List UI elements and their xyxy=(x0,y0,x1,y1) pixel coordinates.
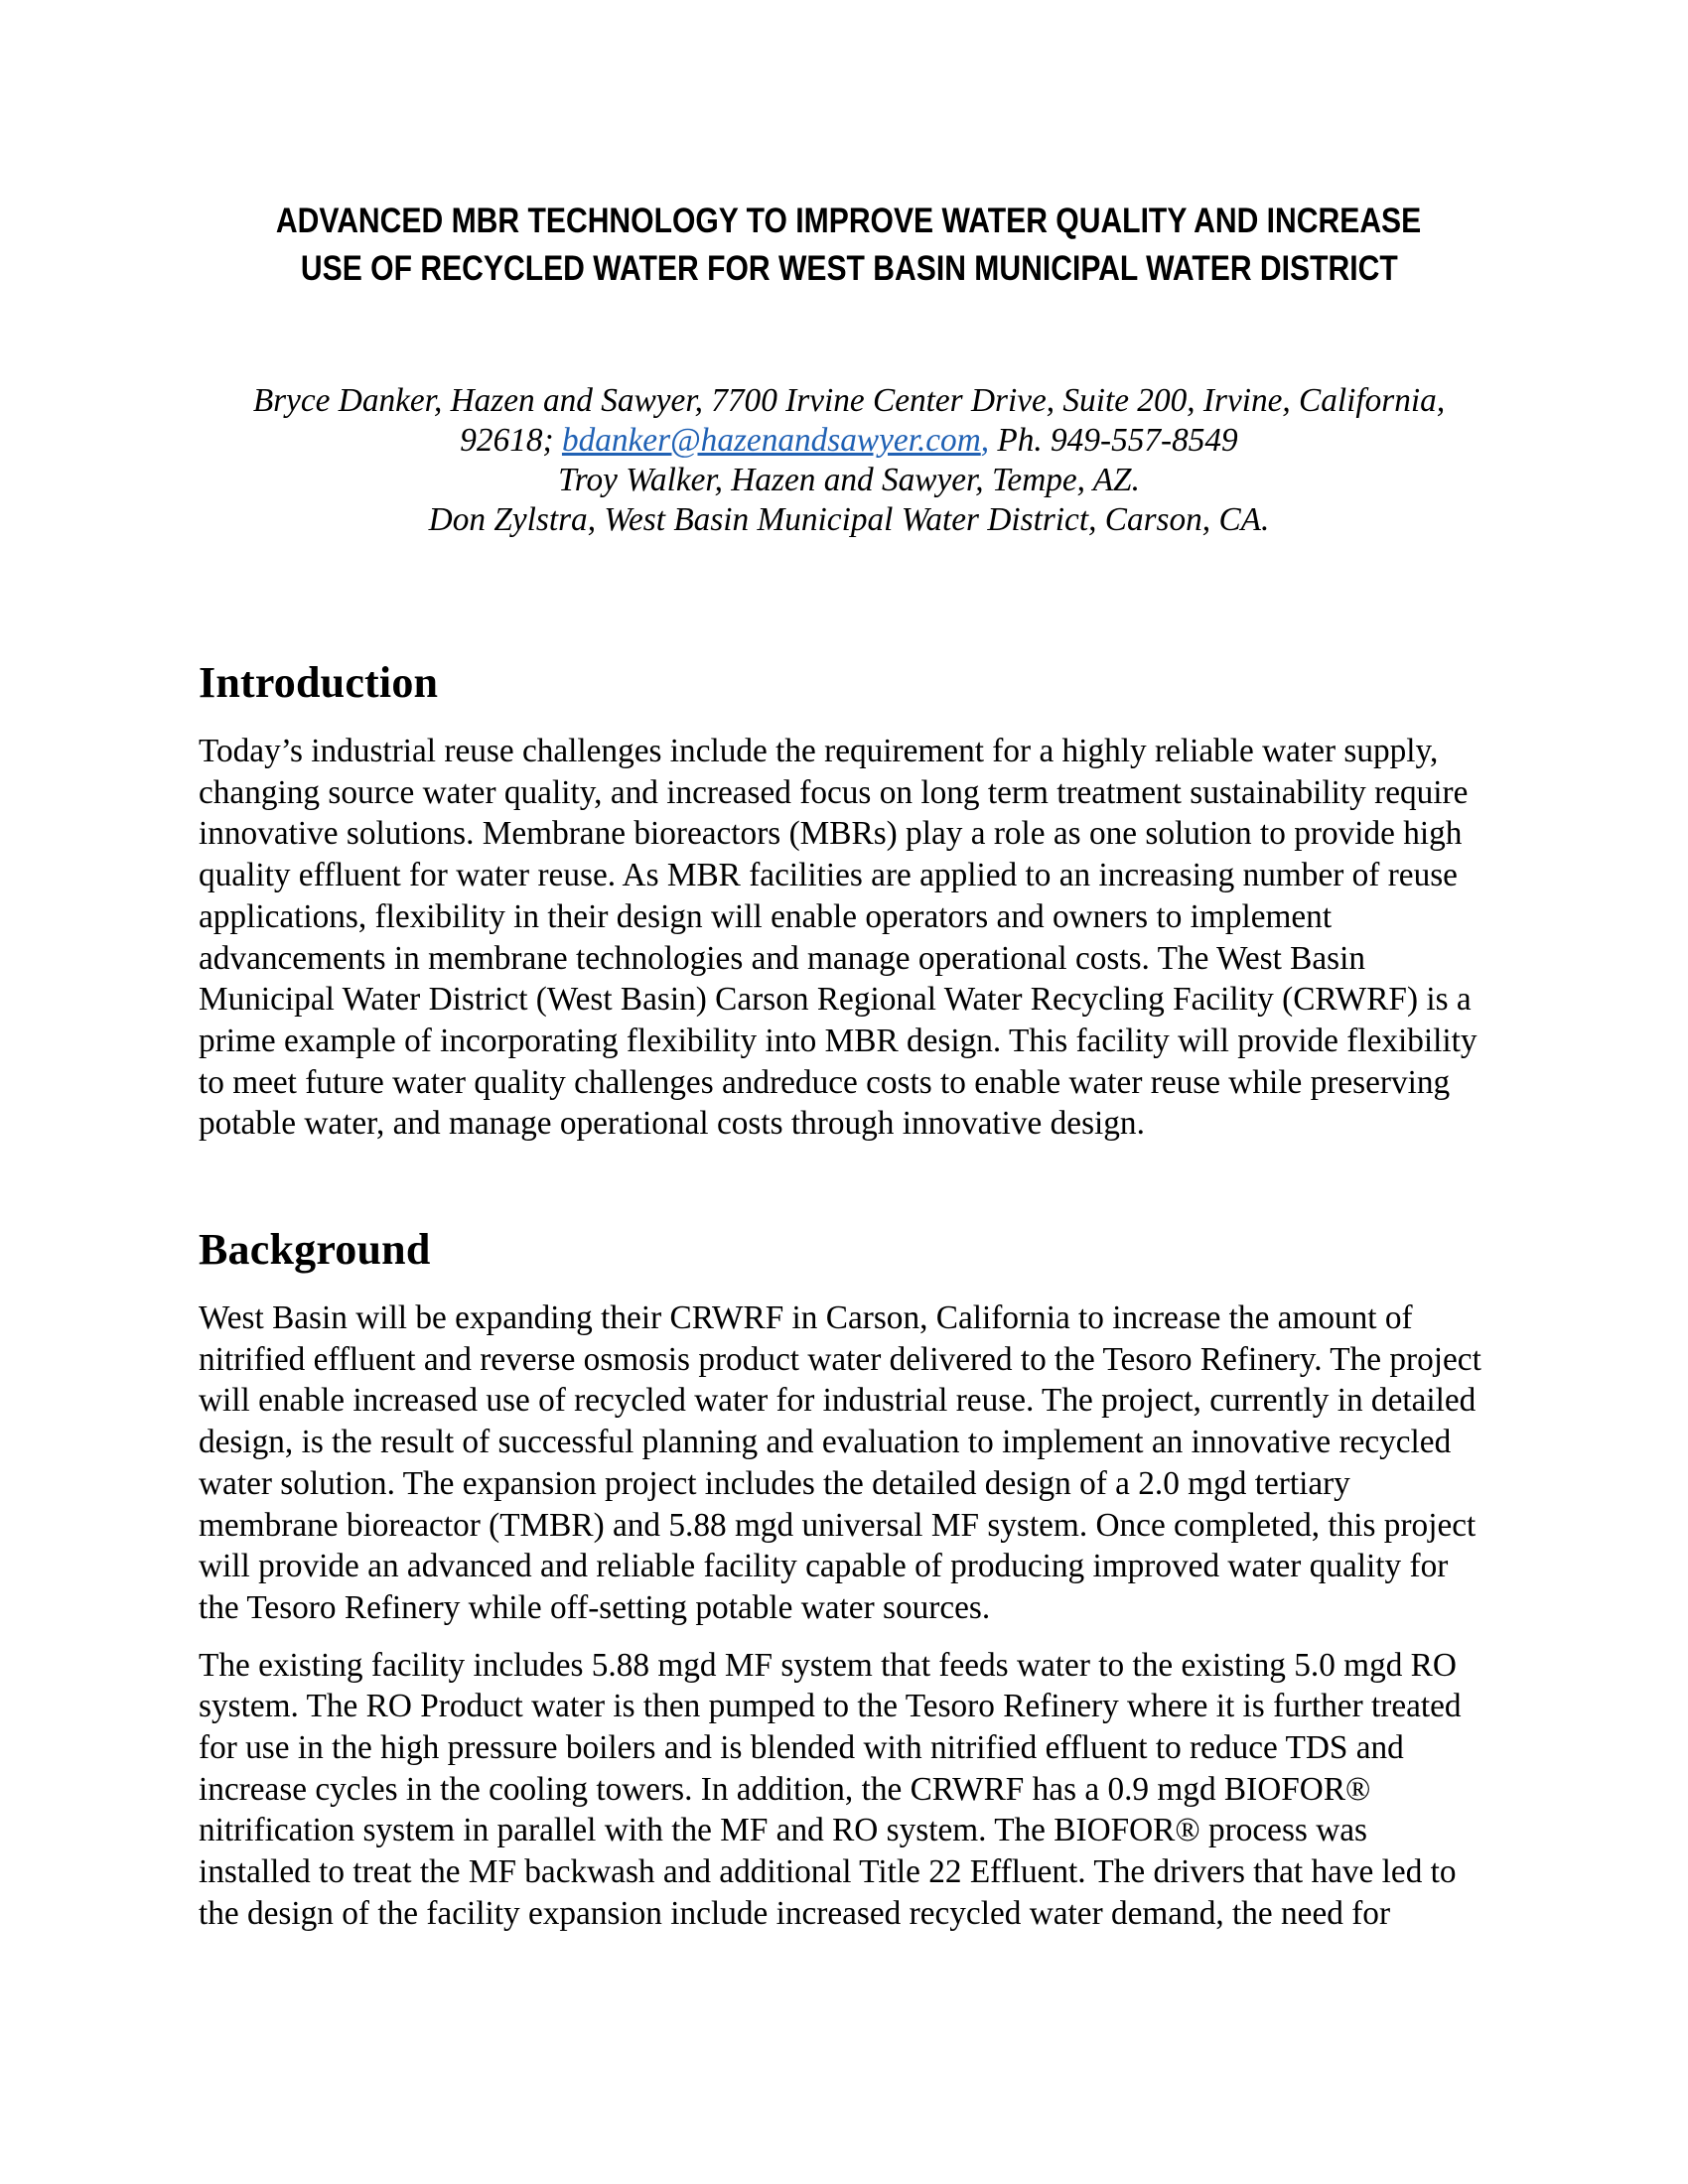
text-line: the Tesoro Refinery while off-setting potable water sources. xyxy=(199,1588,991,1626)
author-line-3: Troy Walker, Hazen and Sawyer, Tempe, AZ. xyxy=(558,462,1140,498)
introduction-paragraph xyxy=(199,731,1499,1145)
author-line-4: Don Zylstra, West Basin Municipal Water District, Carson, CA. xyxy=(428,501,1270,538)
author-line-2 xyxy=(199,421,1499,461)
text-line: will enable increased use of recycled water for industrial reuse. The project, currently in detailed xyxy=(199,1382,1477,1420)
text-line: membrane bioreactor (TMBR) and 5.88 mgd universal MF system. Once completed, this project xyxy=(199,1506,1477,1544)
document-title xyxy=(199,198,1499,293)
background-paragraph-2 xyxy=(199,1645,1499,1935)
text-line: West Basin will be expanding their CRWRF in Carson, California to increase the amount of xyxy=(199,1299,1413,1337)
title-line-2-wrap xyxy=(199,245,1499,293)
author-line-1: Bryce Danker, Hazen and Sawyer, 7700 Irvine Center Drive, Suite 200, Irvine, California, xyxy=(252,382,1446,419)
text-line: advancements in membrane technologies and manage operational costs. The West Basin xyxy=(199,939,1365,977)
text-line: to meet future water quality challenges andreduce costs to enable water reuse while preserving xyxy=(199,1063,1451,1101)
background-paragraph-1 xyxy=(199,1297,1499,1629)
text-line: innovative solutions. Membrane bioreactors (MBRs) play a role as one solution to provide high xyxy=(199,815,1463,853)
text-line: for use in the high pressure boilers and is blended with nitrified effluent to reduce TDS and xyxy=(199,1729,1404,1767)
text-line: changing source water quality, and increased focus on long term treatment sustainability require xyxy=(199,773,1469,811)
text-line: prime example of incorporating flexibility into MBR design. This facility will provide flexibility xyxy=(199,1022,1477,1059)
text-line: Municipal Water District (West Basin) Carson Regional Water Recycling Facility (CRWRF) is a xyxy=(199,981,1472,1019)
text-line: applications, flexibility in their design will enable operators and owners to implement xyxy=(199,897,1333,935)
section-heading-background: Background xyxy=(199,1225,431,1275)
text-line: The existing facility includes 5.88 mgd MF system that feeds water to the existing 5.0 mgd RO xyxy=(199,1646,1457,1684)
title-line-1-wrap xyxy=(199,198,1499,245)
text-line: increase cycles in the cooling towers. In addition, the CRWRF has a 0.9 mgd BIOFOR® xyxy=(199,1770,1371,1808)
text-line: installed to treat the MF backwash and additional Title 22 Effluent. The drivers that have led to xyxy=(199,1853,1457,1891)
text-line: will provide an advanced and reliable facility capable of producing improved water quality for xyxy=(199,1548,1449,1585)
title-line-1: ADVANCED MBR TECHNOLOGY TO IMPROVE WATER QUALITY AND INCREASE xyxy=(276,202,1422,240)
text-line: the design of the facility expansion include increased recycled water demand, the need for xyxy=(199,1894,1391,1932)
text-line: system. The RO Product water is then pumped to the Tesoro Refinery where it is further treated xyxy=(199,1688,1462,1725)
text-line: design, is the result of successful planning and evaluation to implement an innovative recycled xyxy=(199,1424,1452,1461)
text-line: Today’s industrial reuse challenges include the requirement for a highly reliable water supply, xyxy=(199,733,1439,769)
text-line: potable water, and manage operational costs through innovative design. xyxy=(199,1105,1145,1143)
text-line: water solution. The expansion project includes the detailed design of a 2.0 mgd tertiary xyxy=(199,1464,1350,1502)
text-line: nitrified effluent and reverse osmosis product water delivered to the Tesoro Refinery. The project xyxy=(199,1340,1481,1378)
email-link-trailing-comma: , xyxy=(980,422,990,459)
email-link[interactable]: bdanker@hazenandsawyer.com xyxy=(561,422,981,459)
author-line-2-phone: Ph. 949-557-8549 xyxy=(989,422,1238,459)
text-line: quality effluent for water reuse. As MBR facilities are applied to an increasing number of reuse xyxy=(199,857,1458,894)
text-line: nitrification system in parallel with the MF and RO system. The BIOFOR® process was xyxy=(199,1812,1367,1849)
author-block xyxy=(199,381,1499,540)
section-heading-introduction: Introduction xyxy=(199,658,439,707)
author-line-2-address: 92618; xyxy=(460,422,562,459)
title-line-2: USE OF RECYCLED WATER FOR WEST BASIN MUNICIPAL WATER DISTRICT xyxy=(300,249,1398,288)
